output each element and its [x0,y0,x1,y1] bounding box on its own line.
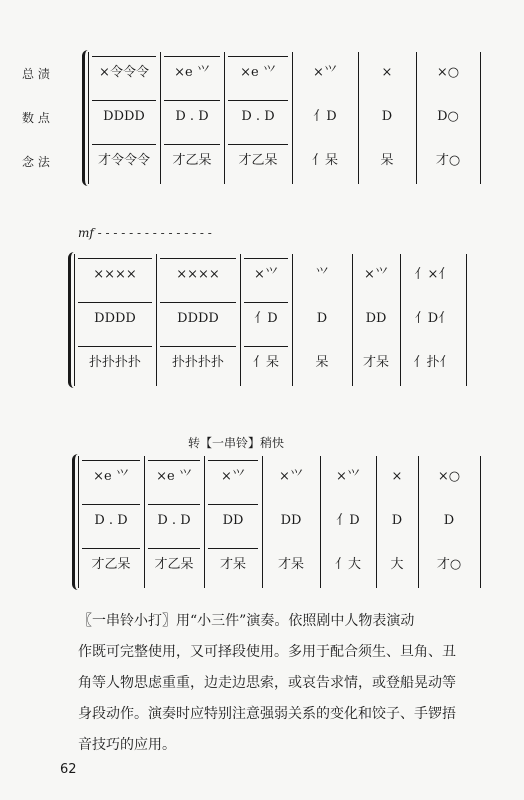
note-cell: ×⺍ [279,469,303,484]
beam-line [164,100,220,101]
note-cell: × [381,65,393,80]
paragraph-line: 〖一串铃小打〗用“小三件”演奏。依照剧中人物表演动 [78,613,415,629]
row-label: 念 法 [22,155,50,169]
note-cell: 亻呆 [311,153,338,168]
dynamic-marking: mf - - - - - - - - - - - - - - - [78,226,212,240]
beam-line [92,144,156,145]
note-cell: ×⺍ [221,469,245,484]
note-cell: 才乙呆 [238,153,278,168]
note-cell: ×e ⺍ [93,469,129,484]
beam-line [92,56,156,57]
note-cell: ×⺍ [336,469,360,484]
note-cell: 才乙呆 [154,557,194,572]
note-cell: DDDD [103,109,145,124]
note-cell: D○ [437,109,459,124]
note-cell: 才令令令 [97,153,150,168]
beam-line [78,258,152,259]
note-cell: 扑扑扑扑 [88,355,141,370]
beam-line [160,346,236,347]
beam-line [78,346,152,347]
note-cell: ×○ [436,65,460,80]
beam-line [228,56,288,57]
paragraph-line: 作既可完整使用，又可择段使用。多用于配合须生、旦角、丑 [78,644,456,660]
section-heading: 转【一串铃】稍快 [188,436,285,450]
note-cell: 亻×亻 [414,267,452,282]
note-cell: D [443,513,455,528]
beam-line [228,100,288,101]
beam-line [160,258,236,259]
beam-line [164,56,220,57]
note-cell: ×⺍ [254,267,278,282]
note-cell: D . D [157,513,191,528]
note-cell: 亻D [313,109,337,124]
beam-line [244,346,288,347]
note-cell: 才呆 [362,355,389,370]
note-cell: 亻大 [334,557,361,572]
note-cell: ×××× [176,267,220,282]
note-cell: ×⺍ [364,267,388,282]
page-number: 62 [60,762,77,777]
beam-line [228,144,288,145]
note-cell: ×××× [93,267,137,282]
note-cell: D [316,311,328,326]
row-label: 数 点 [22,111,50,125]
barline [466,254,467,386]
beam-line [82,504,140,505]
beam-line [160,302,236,303]
note-cell: 才乙呆 [91,557,131,572]
note-cell: ⺍ [315,267,329,282]
paragraph-line: 身段动作。演奏时应特别注意强弱关系的变化和饺子、手锣捂 [78,706,456,722]
note-cell: ×e ⺍ [240,65,276,80]
note-cell: 才○ [435,153,461,168]
beam-line [244,302,288,303]
paragraph-line: 音技巧的应用。 [78,737,176,753]
note-cell: ×○ [437,469,461,484]
barline [480,52,481,184]
note-cell: D . D [94,513,128,528]
note-cell: 亻D亻 [414,311,452,326]
note-cell: 才呆 [219,557,246,572]
beam-line [208,548,258,549]
note-cell: DD [280,513,302,528]
paragraph-line: 角等人物思虑重重，边走边思索，或哀告求情，或登船晃动等 [78,675,456,691]
note-cell: 亻呆 [252,355,279,370]
beam-line [208,460,258,461]
note-cell: DD [222,513,244,528]
note-cell: 呆 [380,153,394,168]
beam-line [148,460,200,461]
beam-line [148,548,200,549]
beam-line [148,504,200,505]
note-cell: 亻D [336,513,360,528]
row-label: 总 渍 [22,67,50,81]
beam-line [92,100,156,101]
beam-line [78,302,152,303]
beam-line [208,504,258,505]
note-cell: DDDD [94,311,136,326]
note-cell: ×⺍ [313,65,337,80]
beam-line [82,460,140,461]
note-cell: D [391,513,403,528]
note-cell: × [391,469,403,484]
note-cell: 亻扑亻 [413,355,453,370]
note-cell: 扑扑扑扑 [171,355,224,370]
note-cell: 才○ [436,557,462,572]
note-cell: 亻D [254,311,278,326]
note-cell: D . D [241,109,275,124]
note-cell: ×e ⺍ [174,65,210,80]
note-cell: D [381,109,393,124]
beam-line [164,144,220,145]
note-cell: DD [365,311,387,326]
barline [480,456,481,588]
note-cell: 才乙呆 [172,153,212,168]
note-cell: D . D [175,109,209,124]
note-cell: 才呆 [277,557,304,572]
note-cell: 呆 [315,355,329,370]
note-cell: DDDD [177,311,219,326]
note-cell: ×e ⺍ [156,469,192,484]
note-cell: ×令令令 [99,65,149,80]
beam-line [244,258,288,259]
beam-line [82,548,140,549]
note-cell: 大 [390,557,404,572]
